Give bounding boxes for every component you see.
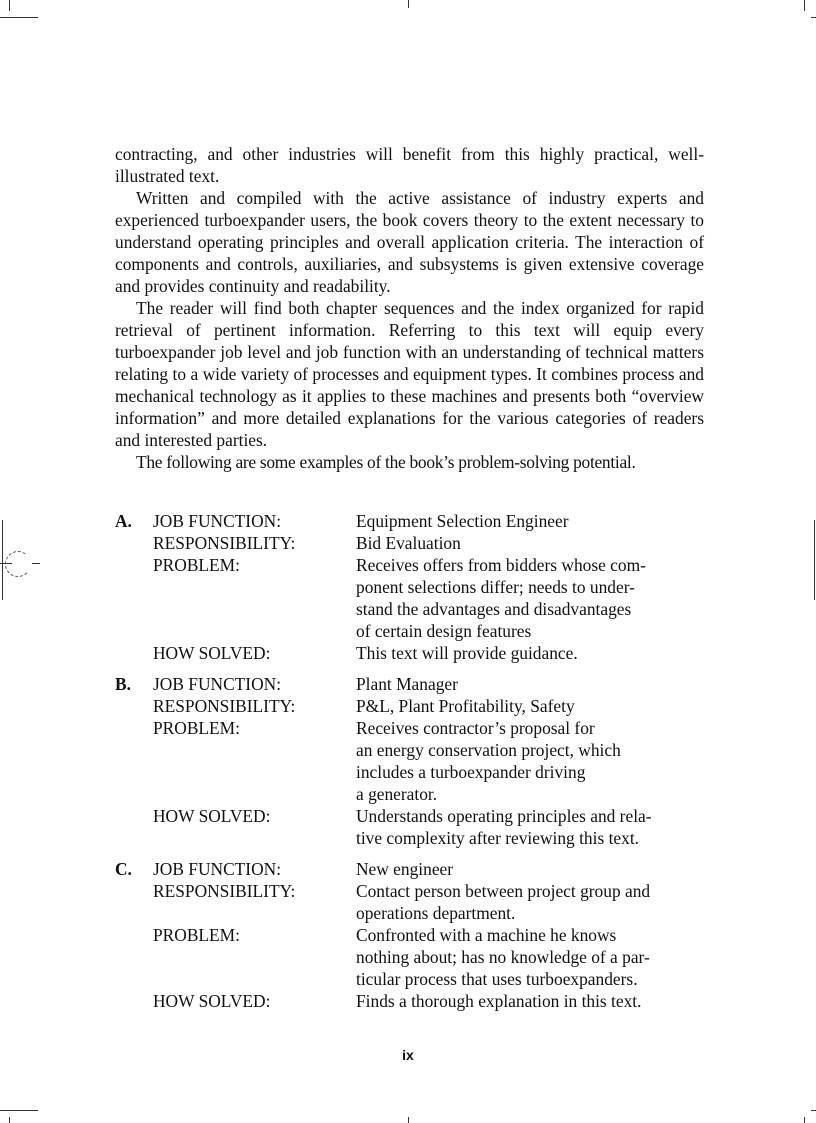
crop-mark bbox=[9, 0, 10, 11]
crop-mark bbox=[408, 0, 409, 8]
field-label: RESPONSIBILITY: bbox=[153, 696, 296, 716]
crop-mark bbox=[2, 520, 3, 600]
field-value: Understands operating principles and rela- tive complexity after reviewing this text. bbox=[356, 806, 652, 848]
example-c bbox=[115, 858, 710, 1012]
field-label: JOB FUNCTION: bbox=[153, 674, 282, 694]
paragraph: The following are some examples of the book’s problem-solving potential. bbox=[136, 452, 636, 472]
crop-mark bbox=[814, 520, 815, 600]
field-label: RESPONSIBILITY: bbox=[153, 533, 296, 553]
field-value: New engineer bbox=[356, 859, 454, 879]
field-value: Plant Manager bbox=[356, 674, 458, 694]
field-value: Finds a thorough explanation in this text. bbox=[356, 991, 642, 1011]
field-label: HOW SOLVED: bbox=[153, 806, 271, 826]
field-value: This text will provide guidance. bbox=[356, 643, 578, 663]
field-value: Receives contractor’s proposal for an energy conservation project, which includes a turboexpander driving a generator. bbox=[356, 718, 621, 804]
field-label: JOB FUNCTION: bbox=[153, 511, 282, 531]
crop-mark bbox=[0, 17, 38, 18]
field-label: RESPONSIBILITY: bbox=[153, 881, 296, 901]
page-number: ix bbox=[402, 1047, 414, 1063]
field-value: Contact person between project group and operations department. bbox=[356, 881, 651, 923]
field-label: PROBLEM: bbox=[153, 925, 240, 945]
example-a bbox=[115, 510, 710, 664]
field-label: PROBLEM: bbox=[153, 555, 240, 575]
field-value: P&L, Plant Profitability, Safety bbox=[356, 696, 575, 716]
field-value: Equipment Selection Engineer bbox=[356, 511, 569, 531]
field-label: HOW SOLVED: bbox=[153, 643, 271, 663]
example-letter: B. bbox=[115, 674, 131, 694]
field-label: JOB FUNCTION: bbox=[153, 859, 282, 879]
paragraph: Written and compiled with the active assistance of industry experts and experienced turboexpander users, the book covers theory to the extent necessary to understand operating principles and overall application criteria. The interaction of components and controls, auxiliaries, and subsystems is given extensive coverage and provides continuity and readability. bbox=[115, 188, 704, 296]
field-label: HOW SOLVED: bbox=[153, 991, 271, 1011]
field-value: Bid Evaluation bbox=[356, 533, 461, 553]
paragraph: The reader will find both chapter sequences and the index organized for rapid retrieval of pertinent information. Referring to this text will equip every turboexpander job level and job function with an understanding of technical matters relating to a wide variety of processes and equipment types. It combines process and mechanical technology as it applies to these machines and presents both “overview information” and more detailed explanations for the various categories of readers and interested parties. bbox=[115, 298, 704, 450]
example-b bbox=[115, 673, 710, 849]
field-label: PROBLEM: bbox=[153, 718, 240, 738]
crop-mark bbox=[0, 1110, 38, 1111]
field-value: Receives offers from bidders whose com- ponent selections differ; needs to under- stand the advantages and disadvantages of certain design features bbox=[356, 555, 646, 641]
crop-mark bbox=[804, 0, 805, 11]
field-value: Confronted with a machine he knows nothing about; has no knowledge of a par- ticular process that uses turboexpanders. bbox=[356, 925, 650, 989]
crop-mark bbox=[408, 1117, 409, 1123]
paragraph: contracting, and other industries will benefit from this highly practical, well-illustrated text. bbox=[115, 144, 704, 186]
examples-list bbox=[115, 510, 710, 1021]
crop-mark bbox=[811, 1110, 816, 1111]
example-letter: A. bbox=[115, 511, 132, 531]
crop-mark bbox=[9, 1117, 10, 1123]
crop-mark bbox=[32, 563, 40, 564]
crop-mark bbox=[811, 17, 816, 18]
crop-mark bbox=[0, 563, 12, 564]
crop-mark bbox=[804, 1117, 805, 1123]
example-letter: C. bbox=[115, 859, 132, 879]
registration-mark bbox=[5, 551, 31, 577]
body-text bbox=[115, 143, 704, 473]
